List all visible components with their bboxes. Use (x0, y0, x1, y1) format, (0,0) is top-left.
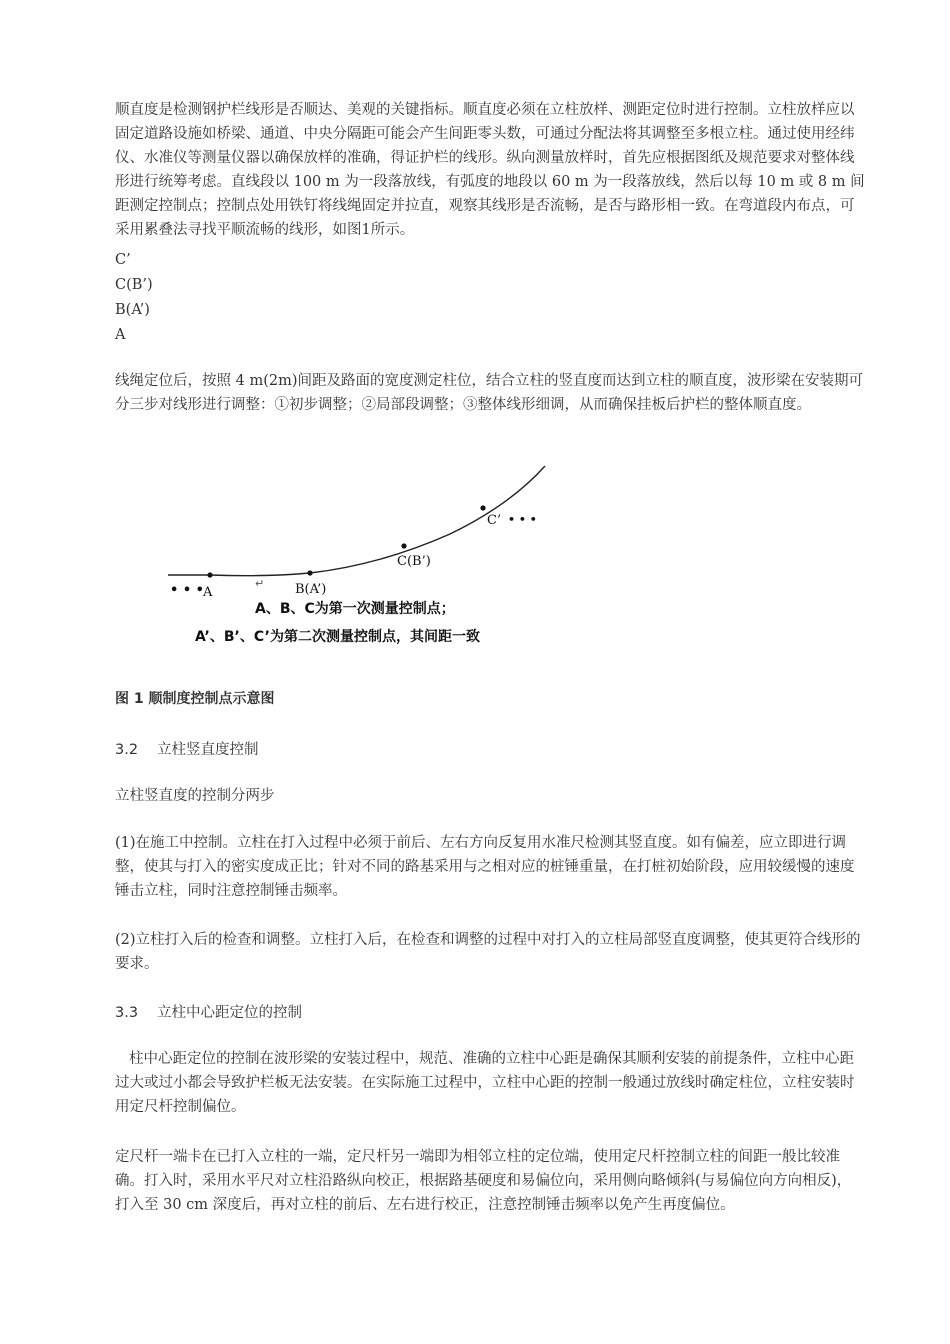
paragraph-fixed-rod: 定尺杆一端卡在已打入立柱的一端，定尺杆另一端即为相邻立柱的定位端，使用定尺杆控制立柱的间距一般比较准确。打入时，采用水平尺对立柱沿路纵向校正，根据路基硬度和易偏位向，采用侧向略倾斜(与易偏位向方向相反)，打入至 30 cm 深度后，再对立柱的前后、左右进行校正，注意控制锤击频率以免产生再度偏位。 (115, 1149, 852, 1213)
section-number: 3.3 (115, 1005, 139, 1021)
figure-caption: 图 1 顺制度控制点示意图 (115, 691, 275, 707)
control-point-a (207, 572, 212, 577)
label-a: A (115, 327, 126, 343)
point-label-b: B(A’) (295, 582, 327, 597)
paragraph-line-positioning: 线绳定位后，按照 4 m(2m)间距及路面的宽度测定柱位，结合立柱的竖直度而达到立柱的顺直度，波形梁在安装期可分三步对线形进行调整：①初步调整；②局部段调整；③整体线形细调，从而确保挂板后护栏的整体顺直度。 (115, 373, 863, 413)
ellipsis-left: • • • (170, 583, 204, 598)
control-point-figure (165, 460, 565, 655)
label-b-a-prime: B(A’) (115, 302, 150, 318)
paragraph-verticality-intro: 立柱竖直度的控制分两步 (115, 788, 275, 804)
paragraph-verticality-step1: (1)在施工中控制。立柱在打入过程中必须于前后、左右方向反复用水准尺检测其竖直度。如有偏差，应立即进行调整，使其与打入的密实度成正比；针对不同的路基采用与之相对应的桩锤重量，在打桩初始阶段，应用较缓慢的速度锤击立柱，同时注意控制锤击频率。 (115, 835, 855, 899)
control-point-b (307, 570, 312, 575)
paragraph-center-distance: 柱中心距定位的控制在波形梁的安装过程中，规范、准确的立柱中心距是确保其顺利安装的前提条件，立柱中心距过大或过小都会导致护栏板无法安装。在实际施工过程中，立柱中心距的控制一般通过放线时确定柱位，立柱安装时用定尺杆控制偏位。 (115, 1051, 855, 1115)
section-title: 立柱中心距定位的控制 (157, 1005, 302, 1021)
section-title: 立柱竖直度控制 (157, 742, 259, 758)
control-point-c-prime (480, 505, 485, 510)
label-c-b-prime: C(B’) (115, 277, 153, 293)
paragraph-straightness: 顺直度是检测钢护栏线形是否顺达、美观的关键指标。顺直度必须在立柱放样、测距定位时进行控制。立柱放样应以固定道路设施如桥梁、通道、中央分隔距可能会产生间距零头数，可通过分配法将其调整至多根立柱。通过使用经纬仪、水准仪等测量仪器以确保放样的准确，得证护栏的线形。纵向测量放样时，首先应根据图纸及规范要求对整体线形进行统筹考虑。直线段以 100 m 为一段落放线，有弧度的地段以 60 m 为一段落放线，然后以每 10 m 或 8 m 间距测定控制点；控制点处用铁钉将线绳固定并拉直，观察其线形是否流畅，是否与路形相一致。在弯道段内布点，可采用累叠法寻找平顺流畅的线形，如图1所示。 (115, 102, 865, 238)
label-c-prime: C’ (115, 252, 131, 268)
paragraph-verticality-step2: (2)立柱打入后的检查和调整。立柱打入后，在检查和调整的过程中对打入的立柱局部竖直度调整，使其更符合线形的要求。 (115, 932, 861, 972)
section-heading-3-2 (115, 738, 259, 759)
point-label-c-prime: C’ (487, 513, 502, 528)
return-mark: ↵ (255, 577, 265, 590)
point-label-c: C(B’) (397, 554, 431, 569)
control-point-c (401, 543, 406, 548)
section-number: 3.2 (115, 742, 139, 758)
point-label-a: A (203, 585, 213, 600)
ellipsis-right: • • • (508, 513, 537, 526)
figure-note-second: A’、B’、C’为第二次测量控制点，其间距一致 (195, 629, 480, 645)
section-heading-3-3 (115, 1001, 302, 1022)
figure-note-first: A、B、C为第一次测量控制点； (255, 601, 455, 617)
